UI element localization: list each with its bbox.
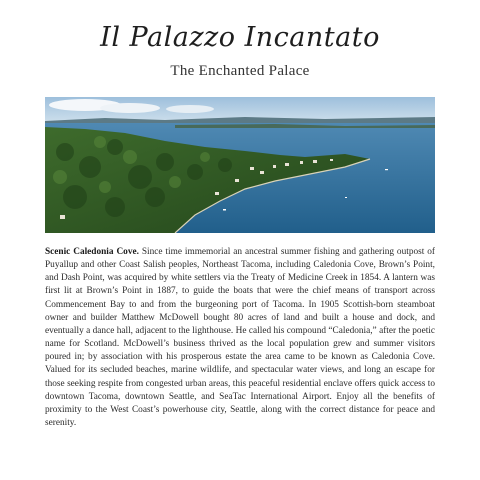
page-subtitle: The Enchanted Palace [170, 63, 310, 79]
article-body [45, 246, 435, 430]
article-text: Since time immemorial an ancestral summer fishing and gathering outpost of Puyallup and other Coast Salish peoples, Northeast Tacoma, including Caledonia Cove, Brown’s Point, and Dash Point, was acquired by white settlers via the Treaty of Medicine Creek in 1854. A lantern was first lit at Brown’s Point in 1887, to guide the boats that were the chief means of transport across Commencement Bay to and from the burgeoning port of Tacoma. In 1905 Scottish-born steamboat owner and builder Matthew McDowell bought 80 acres of land and built a house and dock, and eventually a dance hall, adjacent to the lighthouse. He called his compound “Caledonia,” after the poetic name for Scotland. McDowell’s business thrived as the local population grew and summer visitors poured in; by association with his prosperous estate the area came to be known as Caledonia Cove. Valued for its secluded beaches, marine wildlife, and spectacular water views, and long an escape for those seeking respite from congested urban areas, this peaceful residential enclave offers quick access to downtown Tacoma, downtown Seattle, and SeaTac International Airport. Enjoy all the benefits of proximity to the West Coast’s powerhouse city, Seattle, along with the correct distance for peace and serenity. [45, 247, 435, 429]
aerial-photo [45, 97, 435, 233]
article-lead: Scenic Caledonia Cove. [45, 247, 139, 257]
page-title: Il Palazzo Incantato [100, 22, 380, 53]
